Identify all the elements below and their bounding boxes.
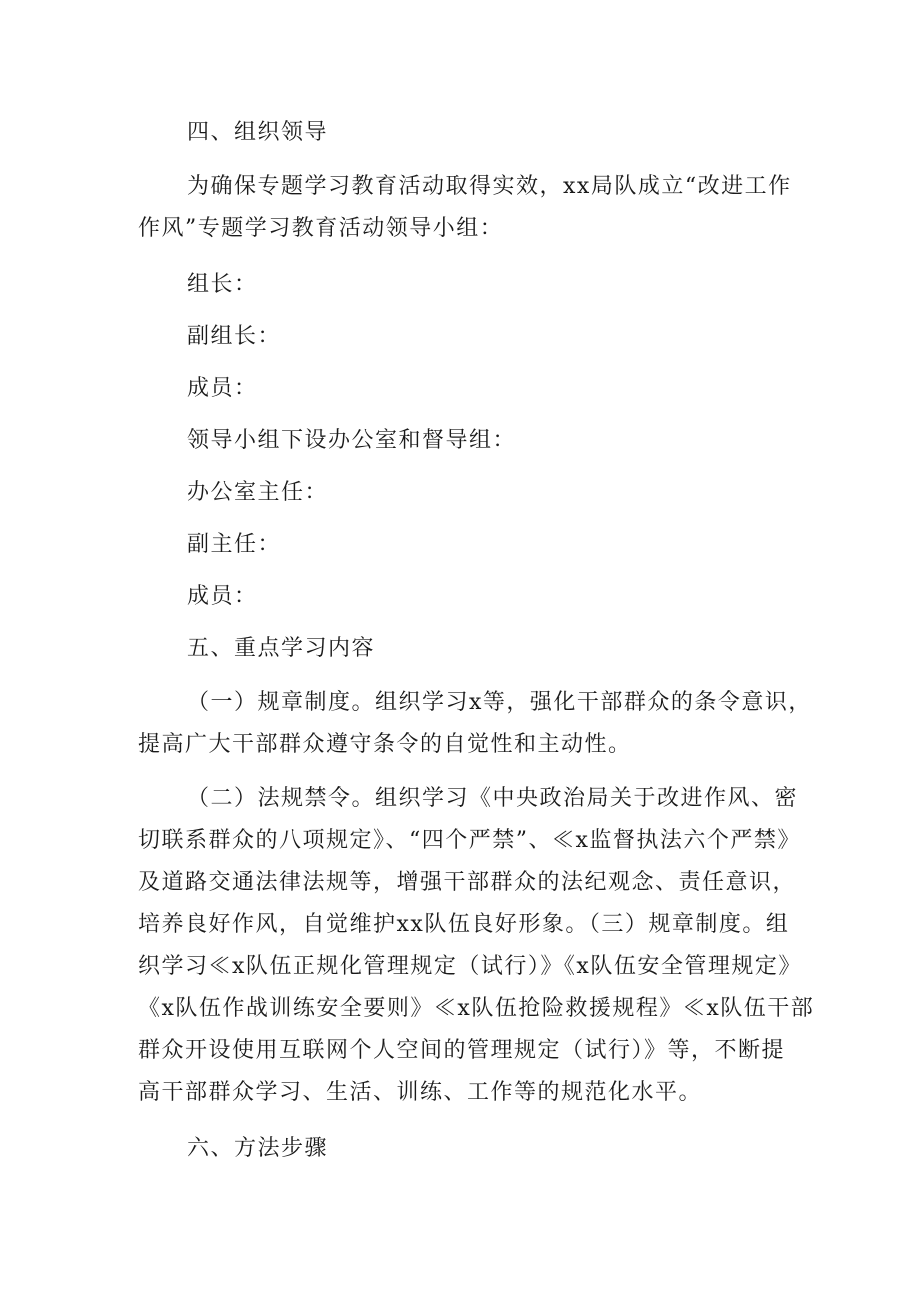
paragraph-line: 织学习≪x队伍正规化管理规定（试行）》《x队伍安全管理规定》 <box>138 954 802 979</box>
paragraph-line: 为确保专题学习教育活动取得实效，xx局队成立“改进工作 <box>187 174 792 199</box>
leader-label: 组长： <box>187 272 258 297</box>
paragraph-line: 作风”专题学习教育活动领导小组： <box>138 216 504 241</box>
paragraph-line: 群众开设使用互联网个人空间的管理规定（试行）》等，不断提 <box>138 1038 786 1063</box>
paragraph-line: 培养良好作风，自觉维护xx队伍良好形象。（三）规章制度。组 <box>138 912 790 937</box>
paragraph-line: 提高广大干部群众遵守条令的自觉性和主动性。 <box>138 732 632 757</box>
section-heading-4: 四、组织领导 <box>187 120 329 145</box>
paragraph-line: 《x队伍作战训练安全要则》≪x队伍抢险救援规程》≪x队伍干部 <box>138 996 815 1021</box>
members-label: 成员： <box>187 584 258 609</box>
section-heading-5: 五、重点学习内容 <box>187 636 376 661</box>
office-director-label: 办公室主任： <box>187 480 329 505</box>
deputy-director-label: 副主任： <box>187 532 282 557</box>
deputy-leader-label: 副组长： <box>187 324 282 349</box>
members-label: 成员： <box>187 376 258 401</box>
paragraph-line: 切联系群众的八项规定》、“四个严禁”、≪x监督执法六个严禁》 <box>138 828 801 853</box>
paragraph-line: （二）法规禁令。组织学习《中央政治局关于改进作风、密 <box>187 786 799 811</box>
paragraph-line: 高干部群众学习、生活、训练、工作等的规范化水平。 <box>138 1080 703 1105</box>
section-heading-6: 六、方法步骤 <box>187 1136 329 1161</box>
paragraph-line: 领导小组下设办公室和督导组： <box>187 428 517 453</box>
paragraph-line: （一）规章制度。组织学习x等，强化干部群众的条令意识， <box>187 690 812 715</box>
paragraph-line: 及道路交通法律法规等，增强干部群众的法纪观念、责任意识， <box>138 870 797 895</box>
